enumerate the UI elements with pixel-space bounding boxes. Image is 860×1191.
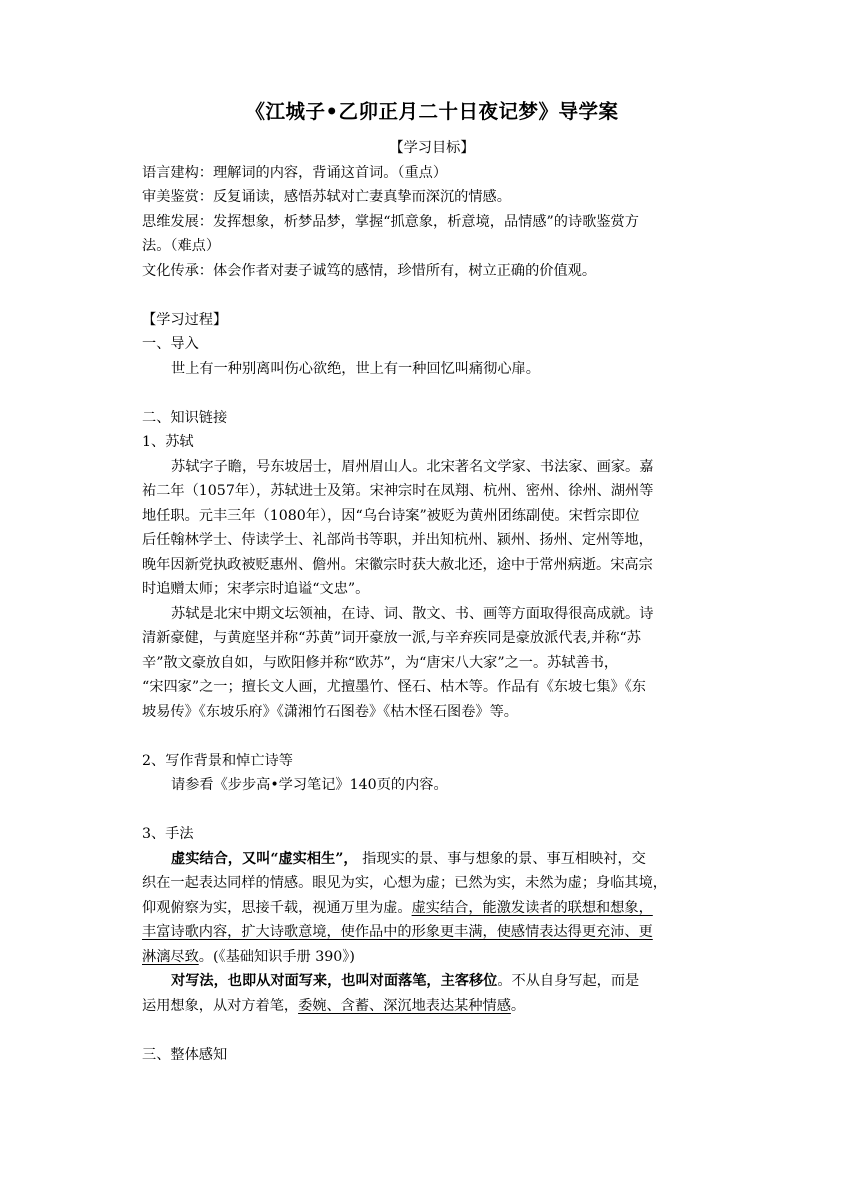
- bio-line: 后任翰林学士、侍读学士、礼部尚书等职，并出知杭州、颍州、扬州、定州等地，: [142, 532, 653, 548]
- bio-line: 清新豪健，与黄庭坚并称“苏黄”词开豪放一派,与辛弃疾同是豪放派代表,并称“苏: [142, 630, 641, 646]
- technique-text: 运用想象，从对方着笔，: [142, 997, 299, 1014]
- technique-text: 。: [510, 997, 526, 1014]
- technique-line: 织在一起表达同样的情感。眼见为实，心想为虚；已然为实，未然为虚；身临其境，: [142, 875, 667, 891]
- bio-line: 时追赠太师；宋孝宗时追谥“文忠”。: [142, 581, 370, 597]
- technique-line: [142, 969, 722, 994]
- technique-term: 虚实结合，又叫“虚实相生”，: [171, 850, 358, 867]
- document-page: [142, 96, 722, 1067]
- subsection-heading: 1、苏轼: [142, 434, 194, 450]
- technique-text: 指现实的景、事与想象的景、事互相映衬，交: [357, 850, 646, 867]
- bio-line: 晚年因新党执政被贬惠州、儋州。宋徽宗时获大赦北还，途中于常州病逝。宋高宗: [142, 556, 653, 573]
- bio-line: 苏轼字子瞻，号东坡居士，眉州眉山人。北宋著名文学家、书法家、画家。嘉: [171, 458, 654, 475]
- goal-item: 法。（难点）: [142, 238, 221, 254]
- goal-item: 审美鉴赏：反复诵读，感悟苏轼对亡妻真挚而深沉的情感。: [142, 189, 511, 205]
- bio-line: 苏轼是北宋中期文坛领袖，在诗、词、散文、书、画等方面取得很高成就。诗: [171, 605, 654, 622]
- technique-line: [142, 994, 722, 1019]
- citation-text: 。(《基础知识手册 390》): [198, 948, 355, 965]
- bio-line: 地任职。元丰三年（1080年），因“乌台诗案”被贬为黄州团练副使。宋哲宗即位: [142, 507, 640, 524]
- underlined-text: 丰富诗歌内容，扩大诗歌意境，使作品中的形象更丰满，使感情表达得更充沛、更: [142, 924, 653, 940]
- technique-text: 。不从自身写起，而是: [497, 973, 640, 989]
- goal-item: 语言建构：理解词的内容，背诵这首词。（重点）: [142, 164, 448, 181]
- goal-item: 文化传承：体会作者对妻子诚笃的感情，珍惜所有，树立正确的价值观。: [142, 262, 597, 279]
- technique-line: [142, 920, 722, 945]
- technique-line: [142, 896, 722, 921]
- page-title: 《江城子•乙卯正月二十日夜记梦》导学案: [245, 100, 619, 123]
- subsection-heading: 2、写作背景和悼亡诗等: [142, 752, 293, 769]
- goal-item: 思维发展：发挥想象，析梦品梦，掌握“抓意象，析意境，品情感”的诗歌鉴赏方: [142, 213, 639, 230]
- process-header: 【学习过程】: [142, 311, 228, 328]
- subsection-heading: 3、手法: [142, 826, 194, 842]
- background-text: 请参看《步步高•学习笔记》140页的内容。: [171, 777, 448, 793]
- section-heading: 三、整体感知: [142, 1046, 228, 1063]
- section-heading: 二、知识链接: [142, 409, 228, 426]
- underlined-text: 虚实结合，能激发读者的联想和想象，: [411, 899, 653, 916]
- intro-text: 世上有一种别离叫伤心欲绝，世上有一种回忆叫痛彻心扉。: [171, 360, 540, 377]
- underlined-text: 委婉、含蓄、深沉地表达某种情感: [298, 997, 511, 1014]
- technique-line: [142, 945, 722, 970]
- bio-line: 辛”散文豪放自如，与欧阳修并称“欧苏”，为“唐宋八大家”之一。苏轼善书，: [142, 654, 619, 671]
- section-heading: 一、导入: [142, 336, 199, 352]
- technique-line: [142, 847, 722, 872]
- goals-header: 【学习目标】: [389, 140, 475, 156]
- bio-line: “宋四家”之一；擅长文人画，尤擅墨竹、怪石、枯木等。作品有《东坡七集》《东: [142, 679, 646, 695]
- bio-line: 坡易传》《东坡乐府》《潇湘竹石图卷》《枯木怪石图卷》等。: [142, 703, 518, 720]
- technique-text: 仰观俯察为实，思接千载，视通万里为虚。: [142, 899, 412, 916]
- bio-line: 祐二年（1057年），苏轼进士及第。宋神宗时在凤翔、杭州、密州、徐州、湖州等: [142, 483, 654, 499]
- technique-term: 对写法，也即从对面写来，也叫对面落笔，主客移位: [171, 973, 498, 989]
- underlined-text: 淋漓尽致: [142, 948, 199, 965]
